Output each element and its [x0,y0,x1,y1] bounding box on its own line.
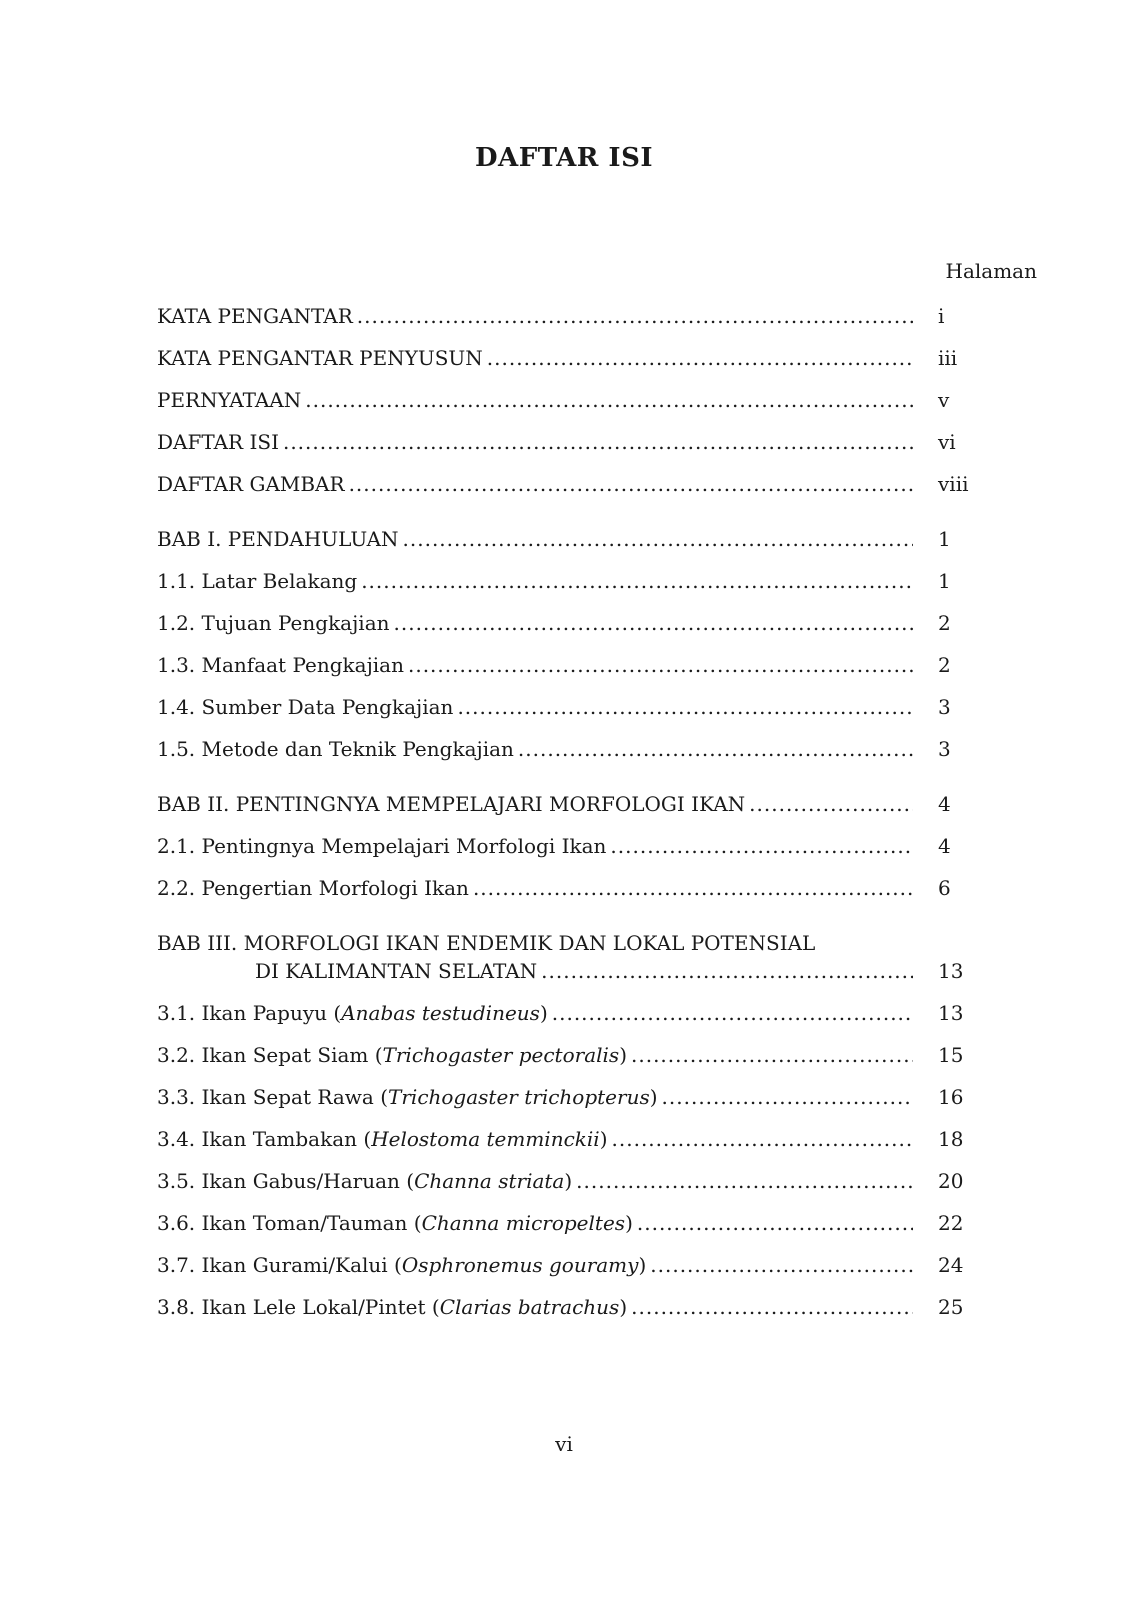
toc-entry[interactable] [157,1041,1017,1069]
toc-entry-text [157,344,917,372]
toc-entry-text [157,1209,917,1237]
toc-entry-text [157,735,917,763]
toc-entry-page-number: 25 [938,1295,964,1319]
toc-entry-label-text: 3.2. Ikan Sepat Siam ( [157,1043,383,1067]
toc-entry-page-number: 6 [938,876,951,900]
toc-entry[interactable] [157,470,1017,498]
toc-entry-page-number: 24 [938,1253,964,1277]
toc-entry-page-number: v [938,388,950,412]
toc-entry-label [157,651,404,679]
toc-entry-page-number: 2 [938,653,951,677]
toc-entry-text [157,693,917,721]
toc-entry[interactable] [157,1083,1017,1111]
toc-entry-label-text: 2.2. Pengertian Morfologi Ikan [157,876,469,900]
toc-entry-label-text: BAB II. PENTINGNYA MEMPELAJARI MORFOLOGI IKAN [157,792,746,816]
dot-leader [662,1083,913,1111]
toc-entry-page-number: 20 [938,1169,964,1193]
toc-entry-species-name: Osphronemus gouramy [401,1253,639,1277]
footer-page-number: vi [555,1432,573,1456]
toc-entry[interactable] [157,874,1017,902]
toc-entry-label-text: 3.3. Ikan Sepat Rawa ( [157,1085,389,1109]
toc-entry-label [157,693,453,721]
toc-entry-label [157,567,357,595]
toc-entry[interactable] [157,567,1017,595]
dot-leader [408,651,913,679]
toc-entry-text [157,470,917,498]
toc-entry-label-text: BAB I. PENDAHULUAN [157,527,399,551]
toc-section [157,929,1017,1321]
toc-entry-species-name: Channa striata [414,1169,565,1193]
toc-entry-label-text: 3.8. Ikan Lele Lokal/Pintet ( [157,1295,440,1319]
toc-entry[interactable] [157,1167,1017,1195]
toc-entry-page-number: iii [938,346,958,370]
toc-entry-label-text: 3.5. Ikan Gabus/Haruan ( [157,1169,415,1193]
toc-entry-text [157,302,917,330]
toc-entry-page-number: 13 [938,959,964,983]
dot-leader [541,957,913,985]
toc-entry-text [157,790,917,818]
toc-entry-page-number: 13 [938,1001,964,1025]
toc-entry-label-text: 3.4. Ikan Tambakan ( [157,1127,372,1151]
toc-entry-page-number: 4 [938,792,951,816]
toc-entry-label-suffix: ) [625,1211,633,1235]
toc-entry-label-suffix: ) [638,1253,647,1277]
toc-entry-label [157,1083,658,1111]
toc-entry[interactable] [157,957,1017,985]
toc-entry-species-name: Clarias batrachus [439,1295,620,1319]
toc-entry-text [157,1293,917,1321]
toc-entry-text [157,525,917,553]
toc-entry-page-number: 3 [938,737,951,761]
toc-entry-label [157,609,390,637]
dot-leader [552,999,913,1027]
dot-leader [283,428,913,456]
toc-entry-page-number: 16 [938,1085,964,1109]
toc-entry[interactable] [157,386,1017,414]
toc-entry[interactable] [157,651,1017,679]
toc-entry-text [157,1167,917,1195]
toc-entry-label-text: KATA PENGANTAR [157,304,353,328]
toc-entry[interactable] [157,1293,1017,1321]
toc-entry-page-number: 15 [938,1043,964,1067]
toc-entry-text [157,567,917,595]
toc-entry-label [157,525,399,553]
toc-entry-label-text: DAFTAR GAMBAR [157,472,345,496]
toc-entry-label-line2: DI KALIMANTAN SELATAN [255,959,538,983]
toc-entry[interactable] [157,832,1017,860]
toc-entry-text [157,874,917,902]
toc-entry[interactable] [157,735,1017,763]
toc-section [157,302,1017,498]
toc-entry-label-text: 3.6. Ikan Toman/Tauman ( [157,1211,422,1235]
toc-entry-label-suffix: ) [649,1085,658,1109]
toc-entry[interactable] [157,999,1017,1027]
toc-entry[interactable] [157,525,1017,553]
toc-entry-label [157,1293,627,1321]
toc-entry-label-text: DAFTAR ISI [157,430,279,454]
toc-entry-text [157,832,917,860]
toc-entry[interactable] [157,693,1017,721]
dot-leader [349,470,913,498]
toc-entry-label-text: 3.7. Ikan Gurami/Kalui ( [157,1253,402,1277]
dot-leader [457,693,913,721]
dot-leader [749,790,913,818]
dot-leader [487,344,913,372]
toc-entry-label-text: 3.1. Ikan Papuyu ( [157,1001,342,1025]
toc-entry-label-suffix: ) [539,1001,548,1025]
toc-section [157,790,1017,902]
dot-leader [631,1293,913,1321]
toc-entry-label-text: 1.5. Metode dan Teknik Pengkajian [157,737,514,761]
toc-entry-text [157,428,917,456]
toc-entry-text [157,1251,917,1279]
toc-entry-label-text: 1.4. Sumber Data Pengkajian [157,695,454,719]
dot-leader [612,1125,913,1153]
toc-entry-label-suffix: ) [599,1127,608,1151]
toc-entry[interactable] [157,302,1017,330]
toc-entry-label [157,735,514,763]
toc-entry-label [157,999,548,1027]
toc-entry-label [157,302,353,330]
toc-entry[interactable] [157,1251,1017,1279]
toc-entry-page-number: vi [938,430,956,454]
toc-entry[interactable] [157,428,1017,456]
toc-entry[interactable] [157,609,1017,637]
toc-entry-text [157,1041,917,1069]
toc-entry-species-name: Trichogaster pectoralis [382,1043,620,1067]
toc-entry-label [157,470,345,498]
toc-entry-text [157,999,917,1027]
toc-entry-page-number: 22 [938,1211,964,1235]
toc-entry-label [157,1167,572,1195]
dot-leader [361,567,913,595]
toc-entry-species-name: Trichogaster trichopterus [388,1085,650,1109]
dot-leader [637,1209,913,1237]
toc-entry-species-name: Helostoma temminckii [371,1127,600,1151]
toc-entry-label [157,832,606,860]
toc-entry-label-suffix: ) [619,1043,627,1067]
toc-entry-species-name: Channa micropeltes [421,1211,626,1235]
dot-leader [518,735,913,763]
toc-entry-page-number: viii [938,472,969,496]
toc-section [157,525,1017,763]
toc-entry[interactable] [157,1209,1017,1237]
dot-leader [473,874,913,902]
toc-entry-label [157,874,469,902]
dot-leader [403,525,913,553]
toc-entry-text [157,609,917,637]
toc-entry-page-number: 2 [938,611,951,635]
toc-entry-label [157,790,745,818]
dot-leader [631,1041,913,1069]
toc-entry-label-text: 1.2. Tujuan Pengkajian [157,611,390,635]
toc-entry-text [157,1125,917,1153]
page-column-header: Halaman [945,259,1037,283]
toc-entry-label-text: 1.3. Manfaat Pengkajian [157,653,404,677]
toc-entry-label-text: 2.1. Pentingnya Mempelajari Morfologi Ikan [157,834,607,858]
toc-entry-page-number: 18 [938,1127,964,1151]
dot-leader [610,832,913,860]
dot-leader [305,386,913,414]
toc-entry[interactable] [157,1125,1017,1153]
toc-entry-text [157,386,917,414]
dot-leader [650,1251,913,1279]
toc-entry-label: BAB III. MORFOLOGI IKAN ENDEMIK DAN LOKAL POTENSIAL [157,931,816,955]
table-of-contents [157,302,1017,1348]
toc-entry-label [157,1251,646,1279]
toc-entry-heading[interactable] [157,929,1017,957]
toc-entry-species-name: Anabas testudineus [341,1001,540,1025]
toc-entry-page-number: 4 [938,834,951,858]
page-title: DAFTAR ISI [474,143,654,173]
dot-leader [394,609,913,637]
toc-entry-text [157,957,917,985]
dot-leader [357,302,913,330]
toc-entry-label [157,1209,633,1237]
toc-entry-text [157,1083,917,1111]
toc-entry-label-suffix: ) [619,1295,628,1319]
toc-entry-label [157,1041,627,1069]
toc-entry-page-number: 1 [938,569,951,593]
dot-leader [576,1167,913,1195]
toc-entry[interactable] [157,344,1017,372]
toc-entry-label [157,428,279,456]
toc-entry-label [157,1125,608,1153]
toc-entry-label-suffix: ) [564,1169,573,1193]
toc-entry-text [157,651,917,679]
toc-entry-label [157,344,483,372]
toc-entry-page-number: 3 [938,695,951,719]
toc-entry-label-text: 1.1. Latar Belakang [157,569,358,593]
toc-entry-page-number: i [938,304,945,328]
toc-entry-label [157,957,537,985]
toc-entry-label-text: PERNYATAAN [157,388,302,412]
toc-entry-label-text: KATA PENGANTAR PENYUSUN [157,346,483,370]
toc-entry-label [157,386,301,414]
toc-entry-page-number: 1 [938,527,951,551]
toc-entry[interactable] [157,790,1017,818]
